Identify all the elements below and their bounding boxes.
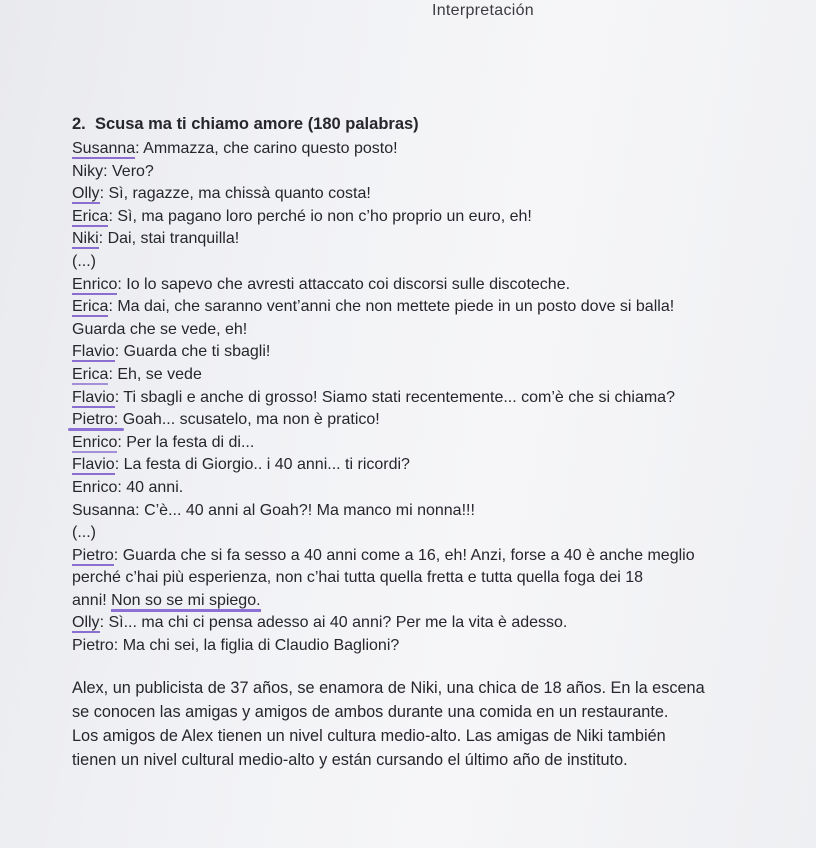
- line-text: Guarda che se vede, eh!: [72, 320, 248, 338]
- dialogue-line: [72, 522, 762, 545]
- line-text: Pietro: Ma chi sei, la figlia di Claudio Baglioni?: [72, 637, 400, 655]
- dialogue-line: [72, 635, 762, 658]
- context-line: Los amigos de Alex tienen un nivel cultura medio-alto. Las amigas de Niki también: [72, 726, 666, 745]
- speaker-name: Flavio: [72, 456, 115, 474]
- speaker-name: Pietro: [72, 546, 114, 564]
- speaker-name: Olly: [72, 185, 100, 203]
- line-text: : Vero?: [103, 162, 154, 180]
- dialogue-line: [72, 387, 762, 410]
- dialogue-line: [72, 364, 762, 387]
- line-text: perché c’hai più esperienza, non c’hai tutta quella fretta e tutta quella foga dei 18: [72, 569, 644, 587]
- line-text: anni!: [72, 591, 112, 609]
- underlined-phrase: Non so se mi spiego.: [111, 592, 260, 612]
- dialogue-line: [72, 274, 762, 297]
- speaker-name: Enrico: [72, 478, 118, 496]
- line-text: : Sì, ma pagano loro perché io non c’ho proprio un euro, eh!: [108, 207, 532, 225]
- line-text: (...): [72, 252, 96, 270]
- speaker-name: Erica: [72, 298, 109, 316]
- line-text: : Dai, stai tranquilla!: [98, 230, 240, 248]
- dialogue-line: [72, 206, 762, 229]
- line-text: : Goah... scusatelo, ma non è pratico!: [113, 411, 380, 429]
- context-line: se conocen las amigas y amigos de ambos durante una comida en un restaurante.: [72, 702, 669, 721]
- speaker-name: Enrico: [72, 275, 118, 293]
- dialogue-line: [72, 590, 762, 613]
- speaker-name: Erica: [72, 365, 109, 383]
- page-header: Interpretación: [431, 2, 535, 19]
- speaker-name: Susanna: [72, 501, 136, 519]
- dialogue-line: [72, 296, 762, 319]
- dialogue-line: [72, 477, 762, 500]
- speaker-name: Niky: [72, 162, 104, 180]
- dialogue-line: [72, 228, 762, 251]
- speaker-name: Niki: [72, 230, 99, 248]
- section-title: [72, 113, 762, 136]
- dialogue-line: [72, 138, 762, 161]
- line-text: : Sì, ragazze, ma chissà quanto costa!: [99, 185, 371, 203]
- line-text: : La festa di Giorgio.. i 40 anni... ti ricordi?: [114, 456, 410, 474]
- section-number: 2.: [72, 115, 86, 133]
- dialogue-line: [72, 545, 762, 568]
- dialogue-line: [72, 161, 762, 184]
- line-text: : Ma dai, che saranno vent’anni che non mettete piede in un posto dove si balla!: [108, 298, 675, 316]
- line-text: : C’è... 40 anni al Goah?! Ma manco mi nonna!!!: [135, 501, 475, 519]
- speaker-name: Erica: [72, 207, 109, 225]
- dialogue-line: [72, 251, 762, 274]
- dialogue-line: [72, 409, 762, 432]
- dialogue-line: [72, 183, 762, 206]
- speaker-name: Olly: [72, 614, 100, 632]
- dialogue-line: [72, 612, 762, 635]
- speaker-name: Enrico: [72, 433, 118, 451]
- dialogue-line: [72, 319, 762, 342]
- line-text: : Ammazza, che carino questo posto!: [135, 140, 398, 157]
- dialogue: [72, 138, 762, 658]
- line-text: : Guarda che si fa sesso a 40 anni come a 16, eh! Anzi, forse a 40 è anche meglio: [113, 546, 695, 564]
- context-line: tienen un nivel cultural medio-alto y están cursando el último año de instituto.: [72, 750, 628, 769]
- line-text: : 40 anni.: [117, 478, 184, 496]
- context-paragraph: [72, 676, 767, 772]
- dialogue-line: [72, 567, 762, 590]
- dialogue-line: [72, 454, 762, 477]
- context-line: Alex, un publicista de 37 años, se enamora de Niki, una chica de 18 años. En la escena: [72, 678, 705, 697]
- line-text: : Per la festa di di...: [117, 433, 255, 451]
- line-text: : Guarda che ti sbagli!: [114, 343, 271, 361]
- line-text: : Sì... ma chi ci pensa adesso ai 40 anni? Per me la vita è adesso.: [99, 614, 568, 632]
- line-text: : Ti sbagli e anche di grosso! Siamo stati recentemente... com’è che si chiama?: [114, 388, 675, 406]
- dialogue-line: [72, 432, 762, 455]
- speaker-name: Flavio: [72, 388, 115, 406]
- section-heading: Scusa ma ti chiamo amore (180 palabras): [94, 115, 419, 133]
- dialogue-line: [72, 500, 762, 523]
- speaker-name: Flavio: [72, 343, 115, 361]
- dialogue-line: [72, 341, 762, 364]
- document-body: [72, 113, 762, 772]
- speaker-name: Pietro: [72, 411, 114, 429]
- line-text: : Eh, se vede: [108, 365, 202, 383]
- speaker-name: Susanna: [72, 140, 136, 157]
- line-text: (...): [72, 524, 96, 542]
- line-text: : Io lo sapevo che avresti attaccato coi discorsi sulle discoteche.: [117, 275, 571, 293]
